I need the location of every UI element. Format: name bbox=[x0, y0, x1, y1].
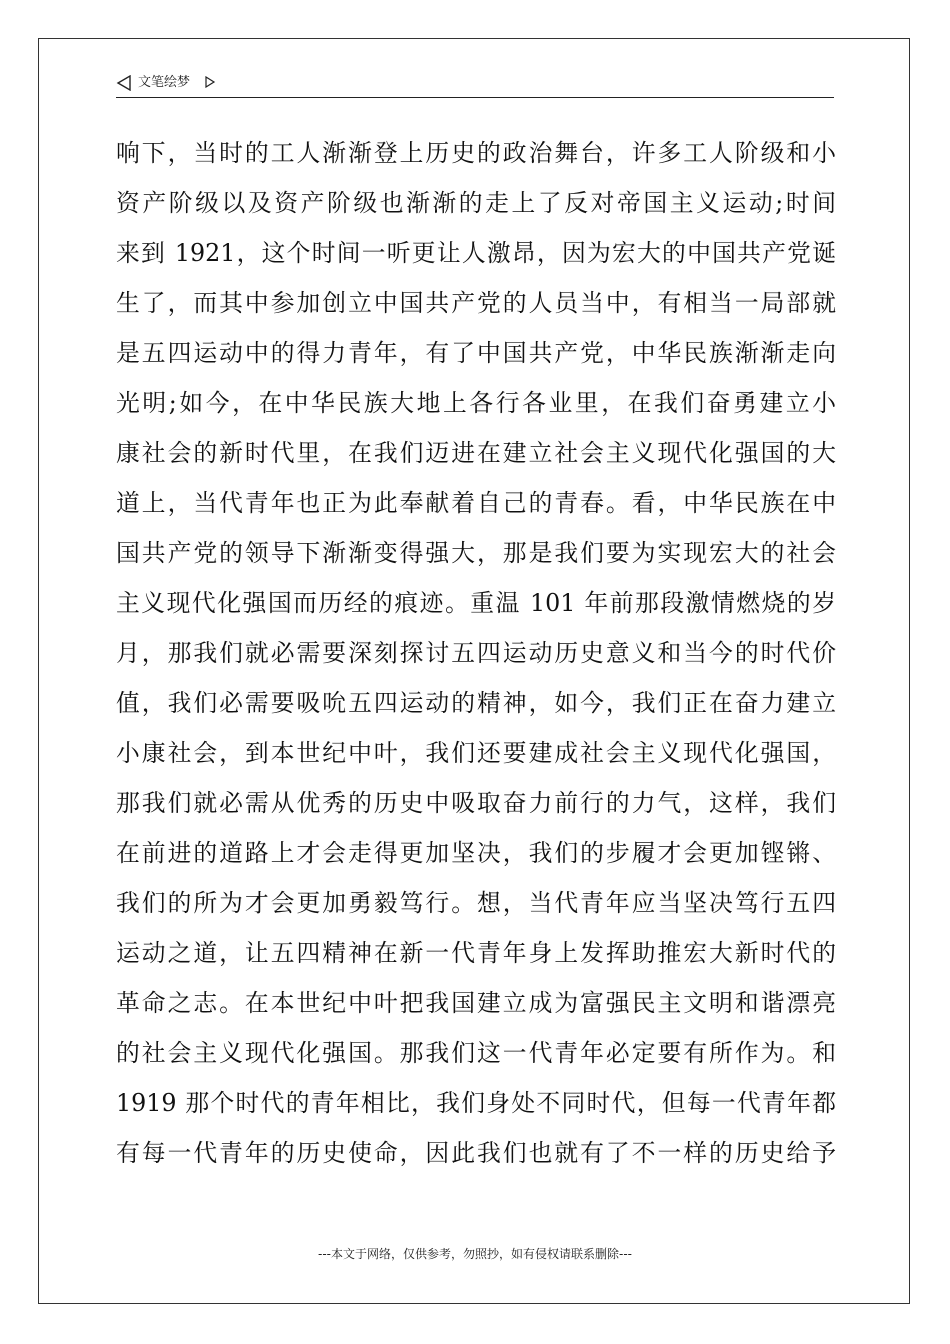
triangle-left-outline-icon bbox=[116, 75, 132, 91]
text-line: 在前进的道路上才会走得更加坚决，我们的步履才会更加铿锵、 bbox=[116, 839, 836, 867]
text-line: 康社会的新时代里，在我们迈进在建立社会主义现代化强国的大 bbox=[116, 439, 836, 467]
text-line: 来到 1921，这个时间一听更让人激昂，因为宏大的中国共产党诞 bbox=[116, 239, 836, 267]
triangle-right-outline-icon bbox=[204, 76, 216, 88]
text-line: 那我们就必需从优秀的历史中吸取奋力前行的力气，这样，我们 bbox=[116, 789, 836, 817]
text-line: 光明;如今，在中华民族大地上各行各业里，在我们奋勇建立小 bbox=[116, 389, 836, 417]
text-line: 国共产党的领导下渐渐变得强大，那是我们要为实现宏大的社会 bbox=[116, 539, 836, 567]
text-line: 小康社会，到本世纪中叶，我们还要建成社会主义现代化强国， bbox=[116, 739, 836, 767]
text-line: 革命之志。在本世纪中叶把我国建立成为富强民主文明和谐漂亮 bbox=[116, 989, 836, 1017]
text-line: 生了，而其中参加创立中国共产党的人员当中，有相当一局部就 bbox=[116, 289, 836, 317]
body-text bbox=[116, 128, 836, 1178]
text-line: 月，那我们就必需要深刻探讨五四运动历史意义和当今的时代价 bbox=[116, 639, 836, 667]
text-line: 响下，当时的工人渐渐登上历史的政治舞台，许多工人阶级和小 bbox=[116, 139, 836, 167]
page-header bbox=[116, 72, 834, 98]
text-line: 资产阶级以及资产阶级也渐渐的走上了反对帝国主义运动;时间 bbox=[116, 189, 836, 217]
text-line: 的社会主义现代化强国。那我们这一代青年必定要有所作为。和 bbox=[116, 1039, 836, 1067]
text-line: 1919 那个时代的青年相比，我们身处不同时代，但每一代青年都 bbox=[116, 1089, 836, 1117]
text-line: 我们的所为才会更加勇毅笃行。想，当代青年应当坚决笃行五四 bbox=[116, 889, 836, 917]
text-line: 有每一代青年的历史使命，因此我们也就有了不一样的历史给予 bbox=[116, 1139, 836, 1167]
text-line: 是五四运动中的得力青年，有了中国共产党，中华民族渐渐走向 bbox=[116, 339, 836, 367]
text-line: 运动之道，让五四精神在新一代青年身上发挥助推宏大新时代的 bbox=[116, 939, 836, 967]
text-line: 主义现代化强国而历经的痕迹。重温 101 年前那段激情燃烧的岁 bbox=[116, 589, 836, 617]
text-line: 值，我们必需要吸吮五四运动的精神，如今，我们正在奋力建立 bbox=[116, 689, 836, 717]
text-line: 道上，当代青年也正为此奉献着自己的青春。看，中华民族在中 bbox=[116, 489, 836, 517]
header-title: 文笔绘梦 bbox=[138, 75, 191, 90]
footer-disclaimer: ---本文于网络，仅供参考，勿照抄，如有侵权请联系删除--- bbox=[318, 1247, 632, 1261]
